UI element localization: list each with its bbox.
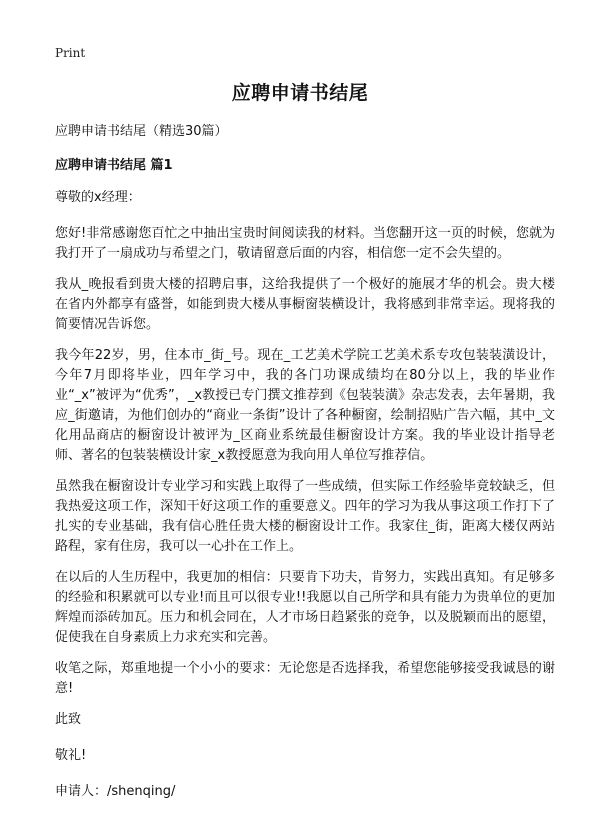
closing-line: 此致: [55, 712, 82, 727]
body-paragraph: 您好!非常感谢您百忙之中抽出宝贵时间阅读我的材料。当您翻开这一页的时候，您就为我打开了一扇成功与希望之门，敬请留意后面的内容，相信您一定不会失望的。: [55, 226, 555, 261]
body-paragraph: 虽然我在橱窗设计专业学习和实践上取得了一些成绩，但实际工作经验毕竟较缺乏，但我热爱这项工作，深知干好这项工作的重要意义。四年的学习为我从事这项工作打下了扎实的专业基础，我有信心胜任贵大楼的橱窗设计工作。我家住_街，距离大楼仅两站路程，家有住房，我可以一心扑在工作上。: [55, 479, 555, 554]
body-paragraph: 我从_晚报看到贵大楼的招聘启事，这给我提供了一个极好的施展才华的机会。贵大楼在省内外都享有盛誉，如能到贵大楼从事橱窗装横设计，我将感到非常幸运。现将我的简要情况告诉您。: [55, 277, 555, 332]
body-paragraph: 我今年22岁，男，住本市_街_号。现在_工艺美术学院工艺美术系专攻包装装潢设计，今年7月即将毕业，四年学习中，我的各门功课成绩均在80分以上，我的毕业作业“_x”被评为“优秀”，_x教授已专门撰文推荐到《包装装潢》杂志发表，去年暑期，我应_街邀请，为他们创办的“商业一条街”设计了各种橱窗，绘制招贴广告六幅，其中_文化用品商店的橱窗设计被评为_区商业系统最佳橱窗设计方案。我的毕业设计指导老师、著名的包装装横设计家_x教授愿意为我向用人单位写推荐信。: [55, 348, 555, 463]
body-paragraph: 收笔之际，郑重地提一个小小的要求：无论您是否选择我，希望您能够接受我诚恳的谢意!: [55, 661, 555, 696]
signature-line: 申请人：/shenqing/: [55, 784, 176, 799]
salutation: 尊敬的x经理：: [55, 190, 141, 205]
page-title: 应聘申请书结尾: [231, 82, 369, 104]
body-paragraph: 在以后的人生历程中，我更加的相信：只要肯下功夫，肯努力，实践出真知。有足够多的经验和积累就可以专业!而且可以很专业!!我愿以自己所学和具有能力为贵单位的更加辉煌而添砖加瓦。压力和机会同在，人才市场日趋紧张的竞争，以及脱颖而出的愿望，促使我在自身素质上力求充实和完善。: [55, 570, 555, 645]
article-subtitle: 应聘申请书结尾（精选30篇）: [55, 124, 228, 139]
closing-line: 敬礼!: [55, 748, 87, 763]
print-link[interactable]: Print: [55, 46, 86, 60]
section-heading: 应聘申请书结尾 篇1: [55, 158, 173, 173]
article-body: [55, 122, 555, 818]
